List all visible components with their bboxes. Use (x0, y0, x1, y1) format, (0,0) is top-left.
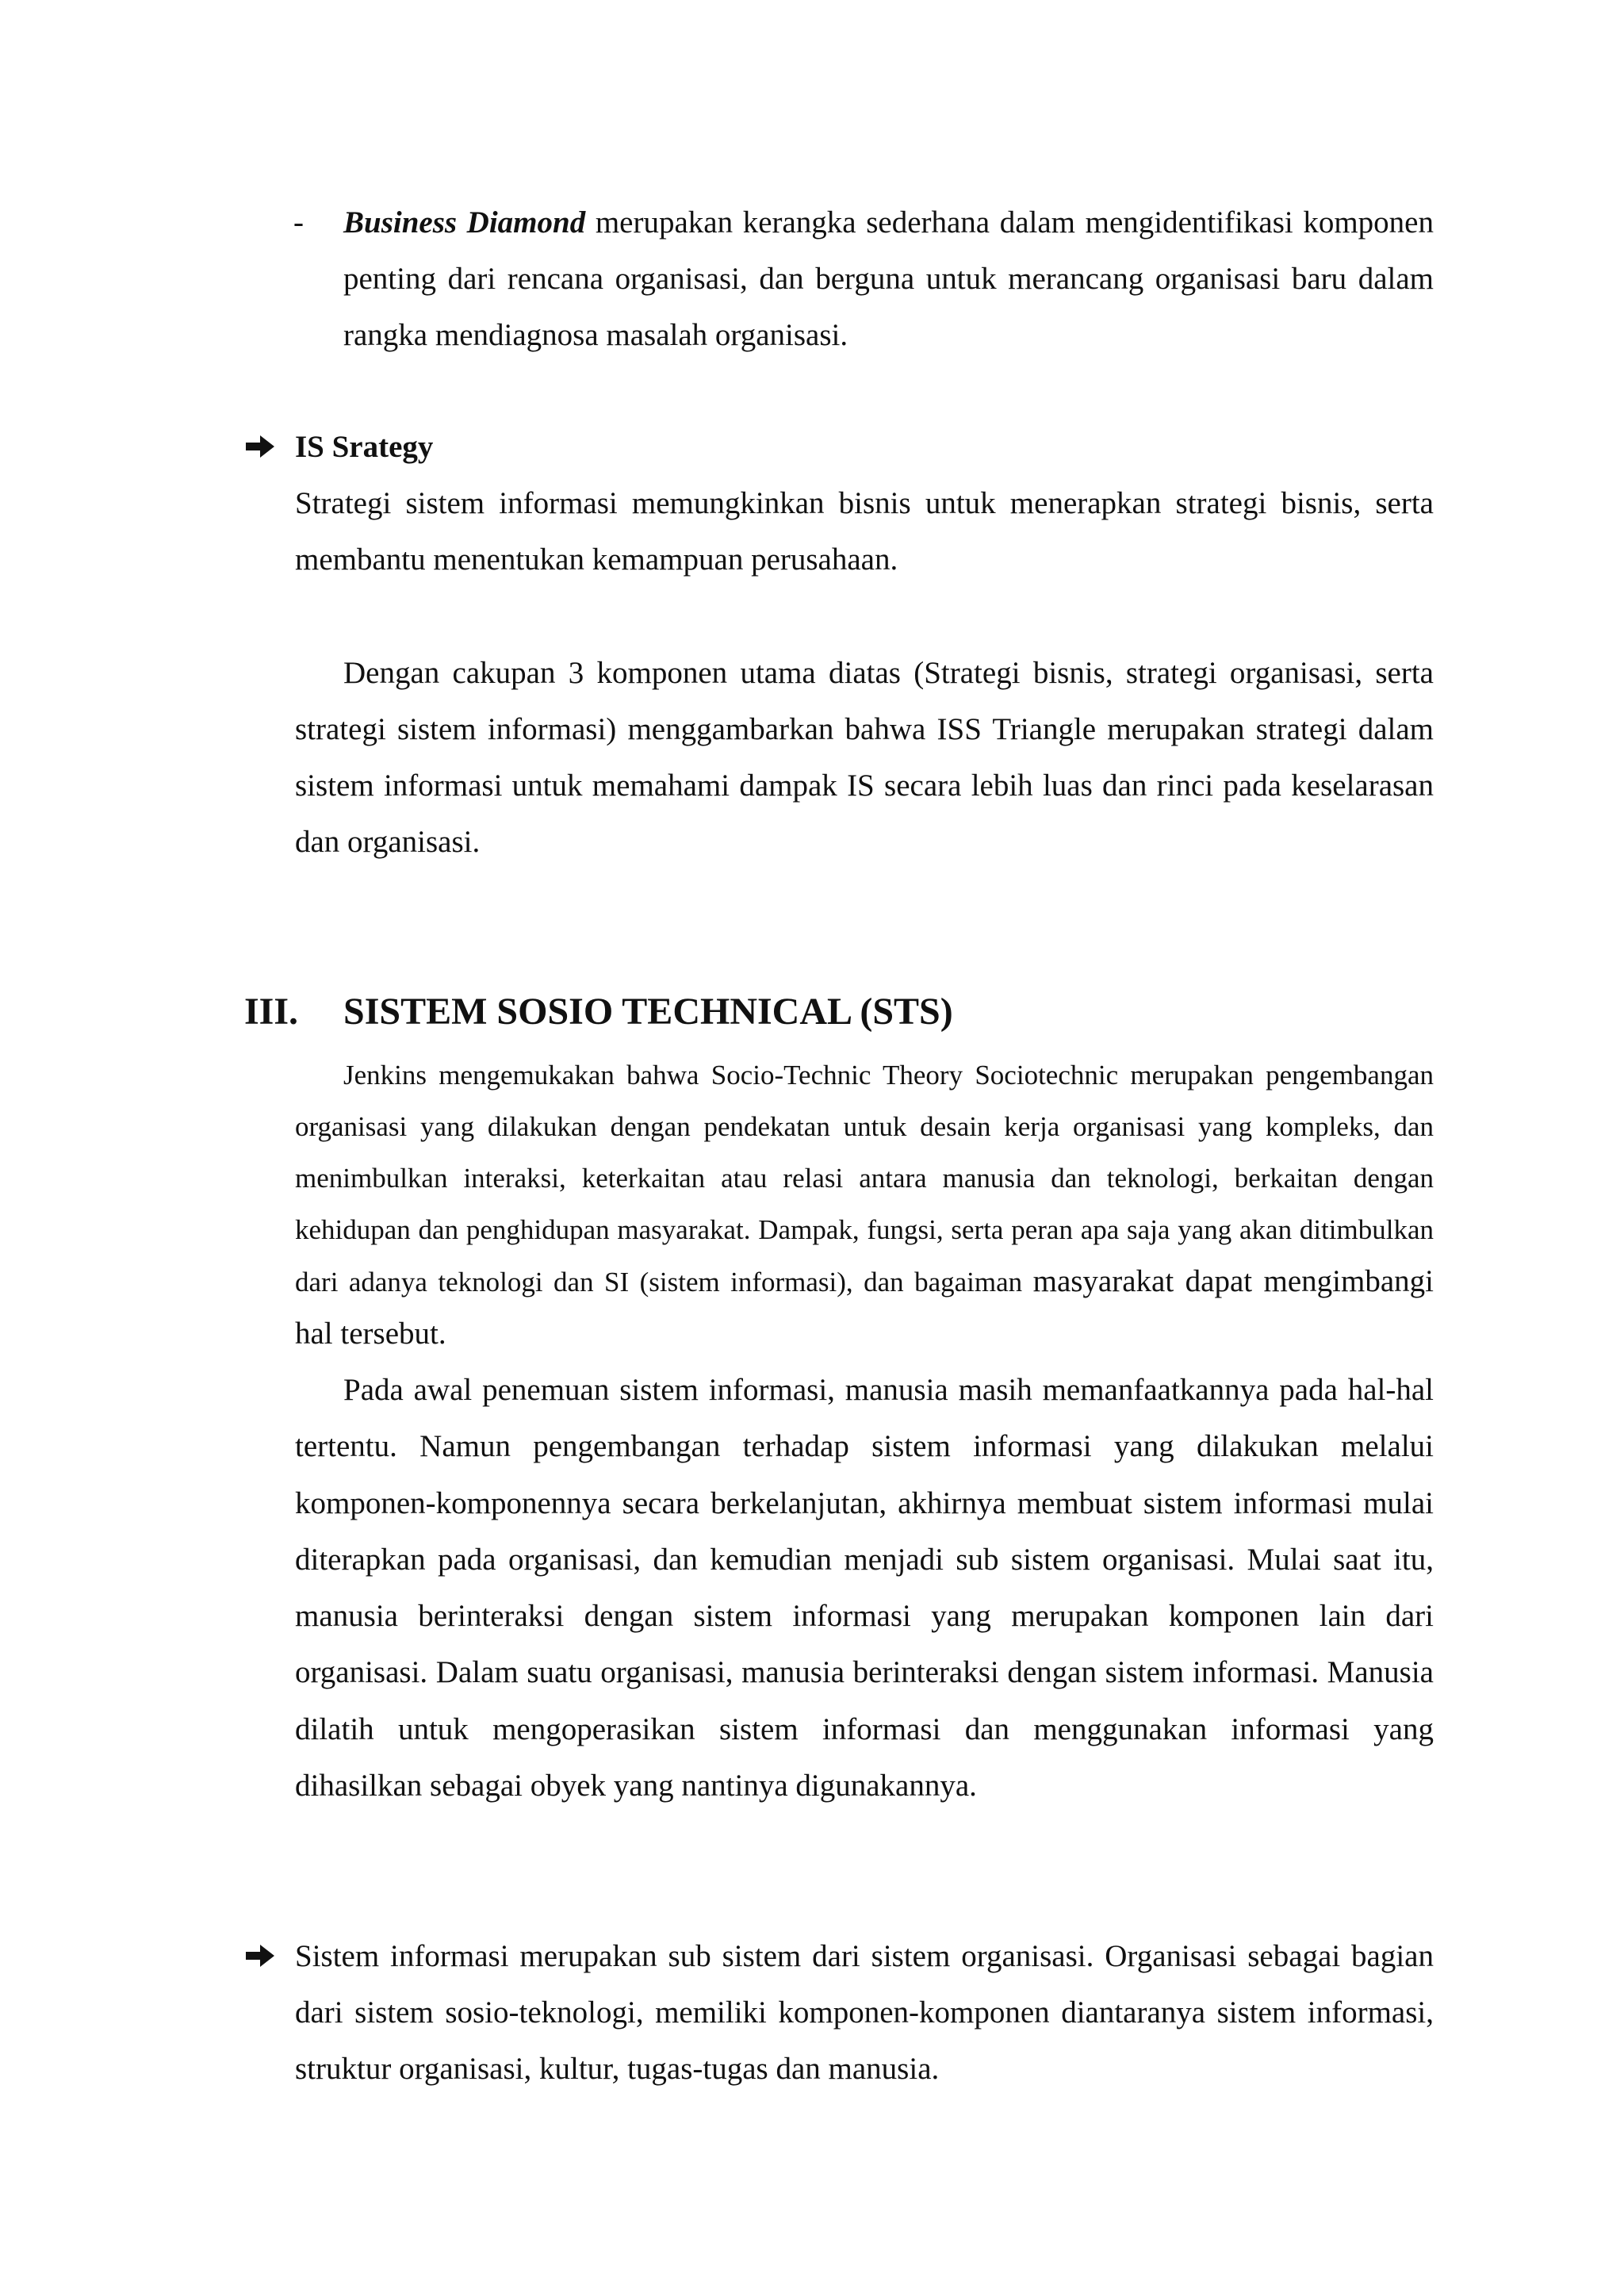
business-diamond-text: merupakan kerangka sederhana dalam mengidentifikasi komponen penting dari rencana organisasi, dan berguna untuk merancang organisasi baru dalam rangka mendiagnosa masalah organisasi. (343, 205, 1434, 352)
summary-paragraph: Dengan cakupan 3 komponen utama diatas (Strategi bisnis, strategi organisasi, serta strategi sistem informasi) menggambarkan bahwa ISS Triangle merupakan strategi dalam sistem informasi untuk memahami dampak IS secara lebih luas dan rinci pada keselarasan dan organisasi. (295, 656, 1434, 859)
is-strategy-paragraph: Strategi sistem informasi memungkinkan bisnis untuk menerapkan strategi bisnis, serta membantu menentukan kemampuan perusahaan. (295, 486, 1434, 577)
arrow-right-icon (244, 1940, 276, 1972)
jenkins-text-tail: masyarakat dapat mengimbangi hal tersebut. (295, 1264, 1434, 1351)
bullet-dash: - (293, 205, 304, 240)
pada-awal-paragraph: Pada awal penemuan sistem informasi, manusia masih memanfaatkannya pada hal-hal tertentu. Namun pengembangan terhadap sistem informasi yang dilakukan melalui komponen-komponennya secara berkelanjutan, akhirnya membuat sistem informasi mulai diterapkan pada organisasi, dan kemudian menjadi sub sistem organisasi. Mulai saat itu, manusia berinteraksi dengan sistem informasi yang merupakan komponen lain dari organisasi. Dalam suatu organisasi, manusia berinteraksi dengan sistem informasi. Manusia dilatih untuk mengoperasikan sistem informasi dan menggunakan informasi yang dihasilkan sebagai obyek yang nantinya digunakannya. (295, 1373, 1434, 1803)
section-title: SISTEM SOSIO TECHNICAL (STS) (343, 991, 953, 1033)
is-strategy-heading: IS Srategy (295, 430, 434, 464)
sub-system-paragraph: Sistem informasi merupakan sub sistem dari sistem organisasi. Organisasi sebagai bagian dari sistem sosio-teknologi, memiliki komponen-komponen diantaranya sistem informasi, struktur organisasi, kultur, tugas-tugas dan manusia. (295, 1939, 1434, 2086)
section-number: III. (244, 991, 299, 1033)
arrow-right-icon (244, 431, 276, 462)
jenkins-paragraph (295, 1049, 1434, 1360)
business-diamond-paragraph (343, 194, 1434, 363)
business-diamond-term: Business Diamond (343, 205, 586, 240)
jenkins-text: Jenkins mengemukakan bahwa Socio-Technic Theory Sociotechnic merupakan pengembangan organisasi yang dilakukan dengan pendekatan untuk desain kerja organisasi yang kompleks, dan menimbulkan interaksi, keterkaitan atau relasi antara manusia dan teknologi, berkaitan dengan kehidupan dan penghidupan masyarakat. Dampak, fungsi, serta peran apa saja yang akan ditimbulkan dari adanya teknologi dan SI (sistem informasi), dan bagaiman (295, 1060, 1434, 1297)
